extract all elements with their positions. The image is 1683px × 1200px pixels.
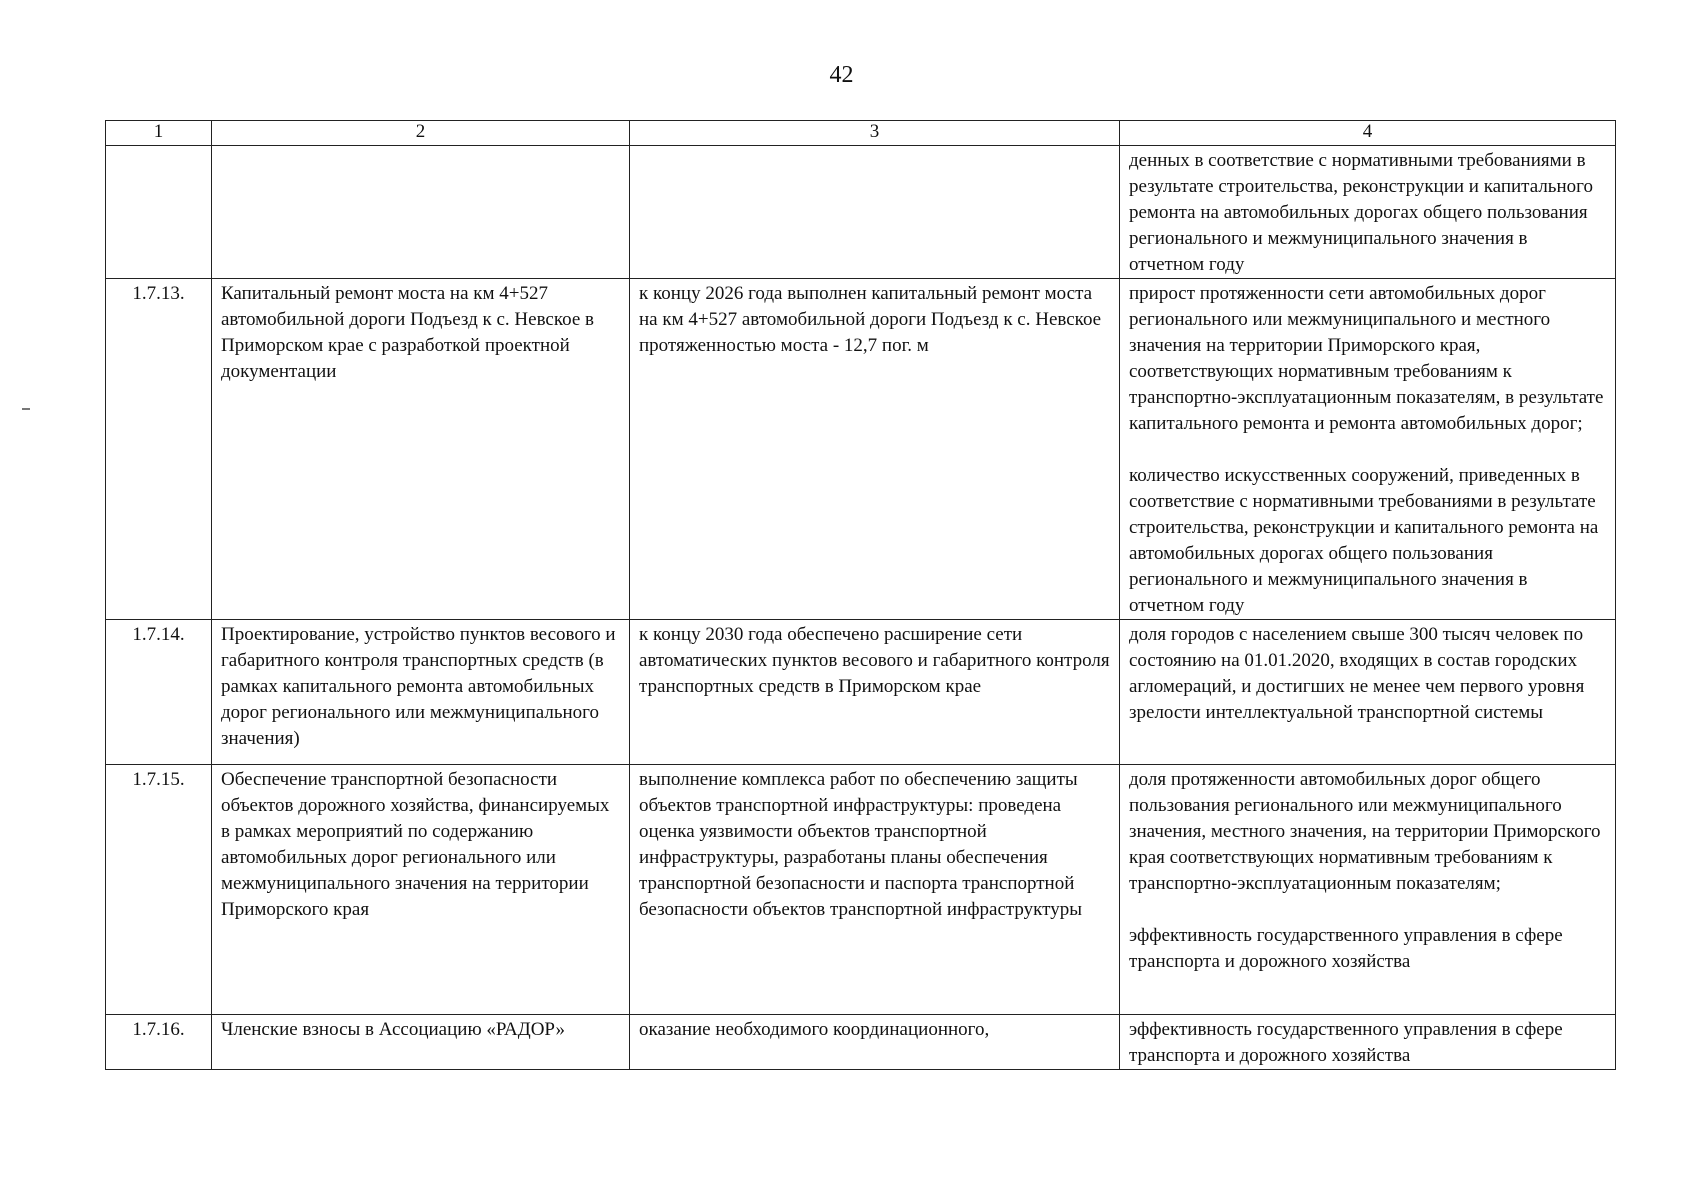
table-row: [106, 279, 1616, 620]
cell-indicators: [1120, 765, 1616, 1015]
cell-result: оказание необходимого координационного,: [630, 1015, 1120, 1070]
cell-indicators: [1120, 620, 1616, 765]
cell-num: 1.7.13.: [106, 279, 212, 620]
indicator-text: доля протяженности автомобильных дорог общего пользования регионального или межмуниципального значения, местного значения, на территории Приморского края соответствующих нормативным требованиям к транспортно-эксплуатационным показателям;: [1129, 769, 1601, 894]
cell-num: 1.7.16.: [106, 1015, 212, 1070]
cell-result: к концу 2026 года выполнен капитальный ремонт моста на км 4+527 автомобильной дороги Подъезд к с. Невское протяженностью моста - 12,7 пог. м: [630, 279, 1120, 620]
indicator-text: денных в соответствие с нормативными требованиями в результате строительства, реконструкции и капитального ремонта на автомобильных дорогах общего пользования регионального и межмуниципального значения в отчетном году: [1129, 150, 1593, 275]
cell-name: Капитальный ремонт моста на км 4+527 автомобильной дороги Подъезд к с. Невское в Приморском крае с разработкой проектной документации: [212, 279, 630, 620]
indicator-text: эффективность государственного управления в сфере транспорта и дорожного хозяйства: [1129, 1019, 1563, 1066]
indicator-text: прирост протяженности сети автомобильных дорог регионального или межмуниципального и местного значения на территории Приморского края, соответствующих нормативным требованиям к транспортно-эксплуатационным показателям, в результате капитального ремонта и ремонта автомобильных дорог;: [1129, 283, 1604, 434]
table-row: [106, 620, 1616, 765]
page-number: 42: [829, 62, 854, 88]
header-row: [106, 121, 1616, 146]
cell-indicators: [1120, 146, 1616, 279]
cell-num: [106, 146, 212, 279]
cell-indicators: [1120, 279, 1616, 620]
table-row: [106, 765, 1616, 1015]
header-col-3: 3: [630, 121, 1120, 146]
scan-mark: [22, 408, 30, 410]
table-row-continuation: [106, 146, 1616, 279]
cell-name: Обеспечение транспортной безопасности объектов дорожного хозяйства, финансируемых в рамках мероприятий по содержанию автомобильных дорог регионального или межмуниципального значения на территории Приморского края: [212, 765, 630, 1015]
cell-name: Членские взносы в Ассоциацию «РАДОР»: [212, 1015, 630, 1070]
indicator-text: доля городов с населением свыше 300 тысяч человек по состоянию на 01.01.2020, входящих в состав городских агломераций, и достигших не менее чем первого уровня зрелости интеллектуальной транспортной системы: [1129, 624, 1585, 723]
cell-indicators: [1120, 1015, 1616, 1070]
header-col-4: 4: [1120, 121, 1616, 146]
table-row: [106, 1015, 1616, 1070]
cell-result: [630, 146, 1120, 279]
header-col-2: 2: [212, 121, 630, 146]
cell-result: выполнение комплекса работ по обеспечению защиты объектов транспортной инфраструктуры: проведена оценка уязвимости объектов транспортной инфраструктуры, разработаны планы обеспечения транспортной безопасности и паспорта транспортной безопасности объектов транспортной инфраструктуры: [630, 765, 1120, 1015]
indicator-text: эффективность государственного управления в сфере транспорта и дорожного хозяйства: [1129, 925, 1563, 972]
header-col-1: 1: [106, 121, 212, 146]
cell-name: Проектирование, устройство пунктов весового и габаритного контроля транспортных средств (в рамках капитального ремонта автомобильных дорог регионального или межмуниципального значения): [212, 620, 630, 765]
cell-name: [212, 146, 630, 279]
indicator-text: количество искусственных сооружений, приведенных в соответствие с нормативными требованиями в результате строительства, реконструкции и капитального ремонта на автомобильных дорогах общего пользования регионального и межмуниципального значения в отчетном году: [1129, 465, 1599, 616]
cell-result: к концу 2030 года обеспечено расширение сети автоматических пунктов весового и габаритного контроля транспортных средств в Приморском крае: [630, 620, 1120, 765]
cell-num: 1.7.14.: [106, 620, 212, 765]
cell-num: 1.7.15.: [106, 765, 212, 1015]
measures-table: [105, 120, 1616, 1070]
